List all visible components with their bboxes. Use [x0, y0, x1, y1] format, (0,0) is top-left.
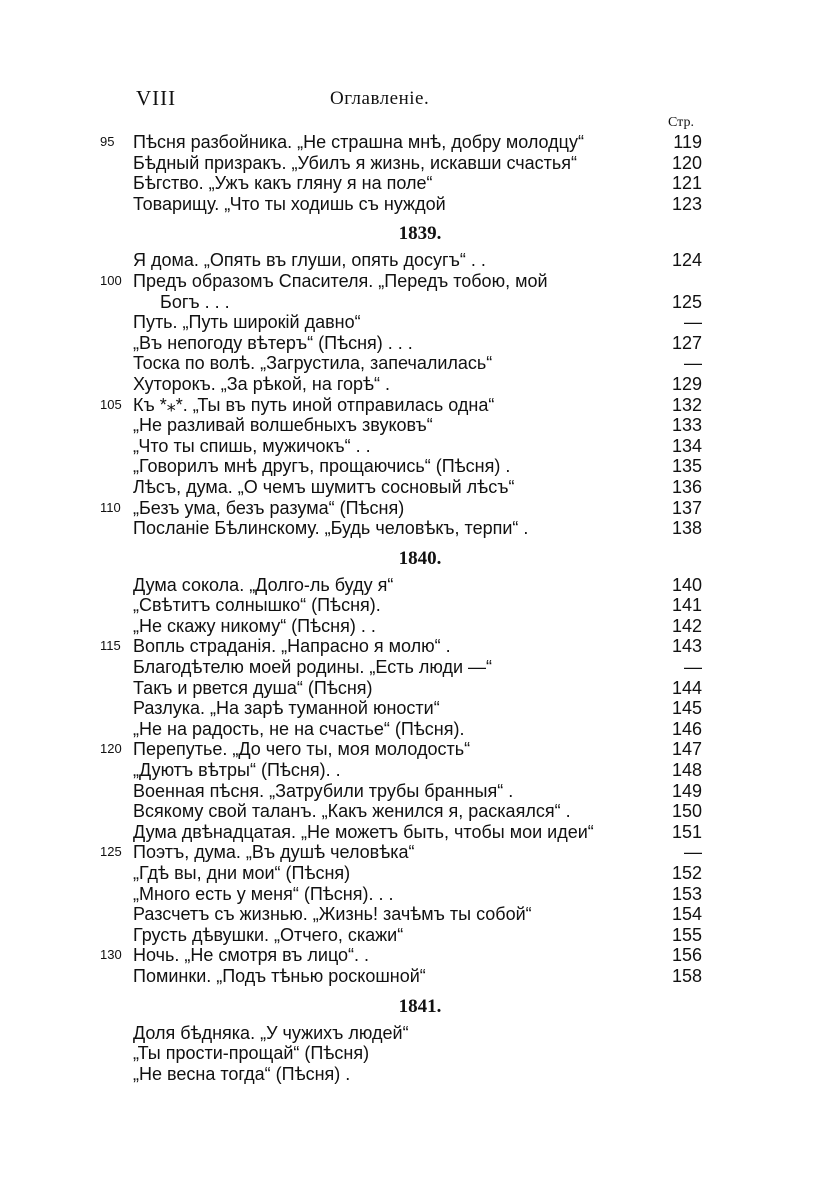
poem-number: 115 [100, 638, 121, 654]
page-number: 153 [671, 883, 702, 904]
page-number: 127 [671, 332, 702, 353]
page-header [0, 86, 840, 116]
page-number: 150 [671, 801, 702, 822]
page-number: 140 [671, 574, 702, 595]
toc-entry [0, 616, 840, 637]
poem-number: 95 [100, 134, 115, 149]
page-number: 133 [671, 415, 702, 436]
toc-entry [0, 436, 840, 457]
toc-entry [0, 132, 840, 153]
poem-title: Всякому свой таланъ. „Какъ женился я, раскаялся“ . [133, 801, 571, 822]
table-of-contents [0, 132, 840, 1084]
toc-entry [0, 271, 840, 292]
toc-entry [0, 966, 840, 987]
year-heading: 1841. [398, 995, 442, 1017]
page-number: 136 [671, 476, 702, 497]
poem-title: Грусть дѣвушки. „Отчего, скажи“ [133, 924, 404, 945]
poem-number: 130 [100, 947, 122, 963]
poem-title: „Не скажу никому“ (Пѣсня) . . [133, 615, 376, 636]
poem-number: 125 [100, 844, 122, 860]
poem-title: „Много есть у меня“ (Пѣсня). . . [133, 883, 394, 904]
page-number: 123 [671, 193, 702, 214]
poem-title: „Дуютъ вѣтры“ (Пѣсня). . [133, 760, 341, 781]
toc-entry [0, 719, 840, 740]
page-number: 144 [671, 677, 702, 698]
poem-title: Пѣсня разбойника. „Не страшна мнѣ, добру молодцу“ [133, 132, 584, 152]
page-number: — [684, 312, 702, 333]
page-number: 155 [671, 924, 702, 945]
poem-title: Посланіе Бѣлинскому. „Будь человѣкъ, терпи“ . [133, 518, 529, 539]
toc-entry [0, 333, 840, 354]
toc-entry [0, 904, 840, 925]
page-number: 145 [671, 698, 702, 719]
poem-title: „Безъ ума, безъ разума“ (Пѣсня) [133, 497, 405, 518]
poem-title: Вопль страданія. „Напрасно я молю“ . [133, 636, 451, 657]
toc-entry [0, 945, 840, 966]
page-number: 148 [671, 760, 702, 781]
toc-entry [0, 863, 840, 884]
toc-entry [0, 312, 840, 333]
poem-title: Поминки. „Подъ тѣнью роскошной“ [133, 965, 426, 986]
page-column-label: Стр. [668, 115, 694, 130]
page-number: 138 [671, 518, 702, 539]
poem-title: Бѣдный призракъ. „Убилъ я жизнь, искавши счастья“ [133, 152, 578, 173]
page-number: 154 [671, 904, 702, 925]
toc-entry [0, 678, 840, 699]
page-number: 147 [671, 739, 702, 760]
toc-entry [0, 575, 840, 596]
page-number: 125 [671, 291, 702, 312]
toc-entry [0, 657, 840, 678]
poem-title: Благодѣтелю моей родины. „Есть люди —“ [133, 657, 492, 678]
poem-title: Путь. „Путь широкій давно“ [133, 312, 361, 333]
page-number: 158 [671, 965, 702, 986]
poem-title: „Не весна тогда“ (Пѣсня) . [133, 1063, 351, 1084]
page-number: 129 [671, 373, 702, 394]
poem-title: Дума сокола. „Долго-ль буду я“ [133, 574, 394, 595]
toc-entry [0, 1043, 840, 1064]
toc-entry [0, 739, 840, 760]
page-number: 132 [671, 394, 702, 415]
poem-title: „Не на радость, не на счастье“ (Пѣсня). [133, 718, 465, 739]
page-number: 120 [671, 152, 702, 173]
poem-title: Дума двѣнадцатая. „Не можетъ быть, чтобы мои идеи“ [133, 821, 594, 842]
toc-entry [0, 415, 840, 436]
toc-entry [0, 477, 840, 498]
page-number: 135 [671, 456, 702, 477]
toc-entry [0, 781, 840, 802]
toc-entry [0, 698, 840, 719]
poem-title: Хуторокъ. „За рѣкой, на горѣ“ . [133, 373, 391, 394]
page-number: 151 [671, 821, 702, 842]
toc-entry [0, 822, 840, 843]
poem-title: Я дома. „Опять въ глуши, опять досугъ“ . . [133, 250, 486, 271]
page-number: — [684, 353, 702, 374]
poem-number: 120 [100, 741, 122, 757]
poem-title: „Говорилъ мнѣ другъ, прощаючись“ (Пѣсня) . [133, 456, 511, 477]
page-number: 119 [673, 132, 702, 152]
poem-number: 100 [100, 272, 122, 288]
toc-entry [0, 374, 840, 395]
page-number: — [684, 657, 702, 678]
poem-title: Поэтъ, дума. „Въ душѣ человѣка“ [133, 842, 415, 863]
year-heading: 1840. [398, 547, 442, 569]
toc-entry [0, 498, 840, 519]
page-number: 142 [671, 615, 702, 636]
page-number: 134 [671, 435, 702, 456]
page-number: 146 [671, 718, 702, 739]
toc-entry [0, 842, 840, 863]
poem-number: 105 [100, 396, 122, 412]
toc-entry [0, 636, 840, 657]
toc-entry [0, 884, 840, 905]
toc-entry [0, 173, 840, 194]
poem-title: Доля бѣдняка. „У чужихъ людей“ [133, 1022, 409, 1043]
poem-title: „Въ непогоду вѣтеръ“ (Пѣсня) . . . [133, 332, 413, 353]
poem-title: Разсчетъ съ жизнью. „Жизнь! зачѣмъ ты собой“ [133, 904, 532, 925]
poem-title: Такъ и рвется душа“ (Пѣсня) [133, 677, 373, 698]
toc-entry [0, 1064, 840, 1085]
poem-title: Военная пѣсня. „Затрубили трубы бранныя“ . [133, 780, 514, 801]
toc-entry [0, 518, 840, 539]
page-number: 137 [671, 497, 702, 518]
page-number: 121 [671, 173, 702, 194]
page-roman-numeral: VIII [136, 86, 177, 110]
toc-entry [0, 801, 840, 822]
page-number: 152 [671, 863, 702, 883]
toc-entry [0, 760, 840, 781]
toc-entry [0, 353, 840, 374]
poem-title: Лѣсъ, дума. „О чемъ шумитъ сосновый лѣсъ“ [133, 476, 515, 497]
toc-entry [0, 250, 840, 271]
poem-title: Предъ образомъ Спасителя. „Передъ тобою, мой [133, 270, 548, 291]
page-number: 141 [671, 595, 702, 616]
page-title: Оглавленіе. [330, 88, 430, 109]
poem-title: Богъ . . . [160, 291, 230, 312]
poem-title: Перепутье. „До чего ты, моя молодость“ [133, 739, 471, 760]
poem-title: „Ты прости-прощай“ (Пѣсня) [133, 1043, 370, 1064]
poem-title: Бѣгство. „Ужъ какъ гляну я на поле“ [133, 173, 433, 194]
toc-entry [0, 1023, 840, 1044]
poem-title: „Не разливай волшебныхъ звуковъ“ [133, 415, 433, 436]
year-heading: 1839. [398, 223, 442, 245]
toc-entry [0, 395, 840, 416]
toc-entry [0, 194, 840, 215]
page-number: 149 [671, 780, 702, 801]
page-number: 143 [671, 636, 702, 657]
page-number: — [684, 842, 702, 863]
poem-title: Тоска по волѣ. „Загрустила, запечалилась“ [133, 353, 493, 374]
poem-title: „Гдѣ вы, дни мои“ (Пѣсня) [133, 863, 351, 883]
poem-title: „Что ты спишь, мужичокъ“ . . [133, 435, 371, 456]
toc-entry [0, 153, 840, 174]
poem-title: Товарищу. „Что ты ходишь съ нуждой [133, 193, 446, 214]
poem-title: Къ *⁎*. „Ты въ путь иной отправилась одна“ [133, 394, 495, 415]
toc-entry [0, 595, 840, 616]
toc-entry [0, 456, 840, 477]
poem-title: Ночь. „Не смотря въ лицо“. . [133, 945, 370, 966]
toc-entry [0, 925, 840, 946]
page-number: 156 [671, 945, 702, 966]
poem-number: 110 [100, 499, 121, 515]
poem-title: Разлука. „На зарѣ туманной юности“ [133, 698, 440, 719]
page-number: 124 [671, 250, 702, 271]
poem-title: „Свѣтитъ солнышко“ (Пѣсня). [133, 595, 381, 616]
toc-entry [0, 292, 840, 313]
